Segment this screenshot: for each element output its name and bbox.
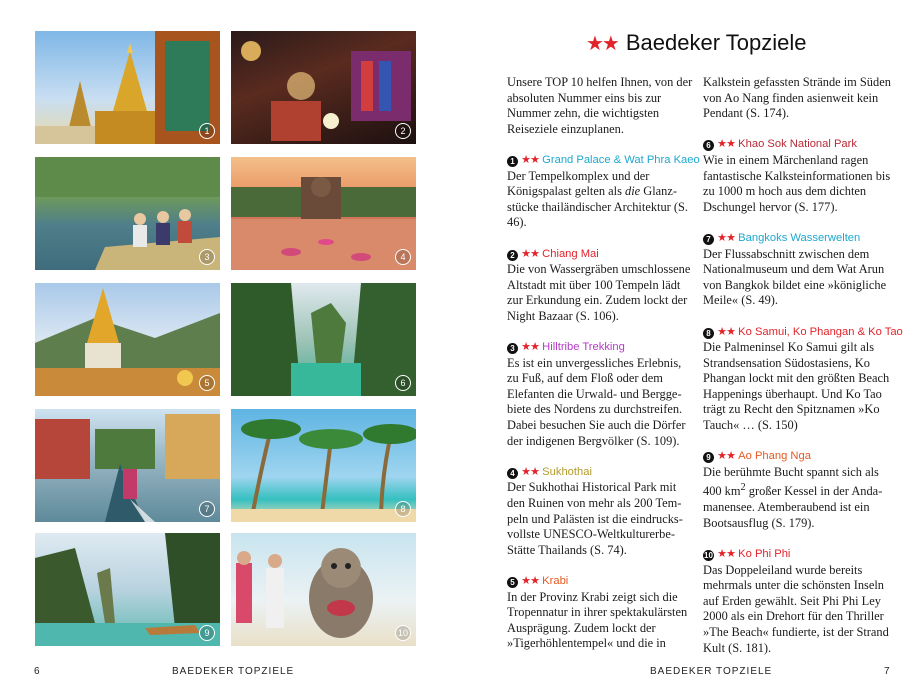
entry-text: In der Provinz Krabi zeigt sich die Tropennatur in ihrer spektakulärsten Ausprägung. Zudem lockt der »Tigerhöhlentempel« und die in xyxy=(507,589,688,651)
entry-heading xyxy=(507,340,695,356)
photo-grand-palace xyxy=(35,31,220,144)
photo-bamboo-raft xyxy=(35,157,220,270)
running-head: BAEDEKER TOPZIELE xyxy=(650,666,773,677)
entry-2 xyxy=(507,247,695,325)
entry-stars: ★★ xyxy=(717,138,736,151)
krabi-continuation: Kalkstein gefassten Strände im Süden von Ao Nang finden asienweit kein Pendant (S. 174). xyxy=(703,75,891,121)
entry-10 xyxy=(703,547,891,656)
entry-stars: ★★ xyxy=(521,341,540,354)
entry-number: 8 xyxy=(703,328,714,339)
entry-text: Das Doppeleiland wurde bereits mehrmals unter die schönsten Inseln auf Erden gewählt. Seit Phi Phi Ley 2000 als ein Drehort für den Thriller »The Beach« fundierte, ist der Strand Kult (S. 181). xyxy=(703,562,889,655)
entry-text-part: Die berühmte Bucht spannt sich als 400 km xyxy=(703,464,879,499)
entry-number: 7 xyxy=(703,234,714,245)
photo-night-bazaar xyxy=(231,31,416,144)
photo-palm-beach xyxy=(231,409,416,522)
entry-heading xyxy=(703,325,903,341)
entry-title: Chiang Mai xyxy=(542,247,599,260)
photo-number-badge: 6 xyxy=(395,375,411,391)
entry-stars: ★★ xyxy=(521,247,540,260)
entry-8 xyxy=(703,325,903,434)
page-number: 6 xyxy=(34,666,40,677)
photo-number-badge: 7 xyxy=(199,501,215,517)
entry-9 xyxy=(703,449,891,531)
entry-text-superscript: 2 xyxy=(740,482,746,494)
photo-number-badge: 8 xyxy=(395,501,411,517)
entry-stars: ★★ xyxy=(717,450,736,463)
entry-number: 10 xyxy=(704,550,713,560)
entry-text: Die von Wassergräben umschlossene Altstadt mit über 100 Tempeln lädt zur Erkundung ein. Zudem lockt der Night Bazaar (S. 106). xyxy=(507,262,691,323)
entry-number: 1 xyxy=(507,156,518,167)
entry-text-part: Glanzstücke thailändischer Architektur (S. 46). xyxy=(507,184,688,230)
title-text: Baedeker Topziele xyxy=(625,30,807,55)
entry-title: Ao Phang Nga xyxy=(738,450,811,463)
page-title xyxy=(586,30,806,56)
text-column-left xyxy=(507,75,700,668)
entry-heading xyxy=(507,153,700,169)
entry-title: Ko Samui, Ko Phangan & Ko Tao xyxy=(738,325,903,338)
photo-number-badge: 10 xyxy=(395,625,411,641)
title-stars: ★★ xyxy=(586,33,618,55)
entry-title: Sukhothai xyxy=(542,465,592,478)
photo-ko-phi-phi xyxy=(231,533,416,646)
entry-text xyxy=(703,465,891,532)
entry-heading xyxy=(703,231,891,247)
entry-number: 2 xyxy=(507,250,518,261)
entry-heading xyxy=(703,137,891,153)
entry-text: Der Flussabschnitt zwischen dem Nationalmuseum und dem Wat Arun von Bangkok bildet eine »königliche Meile« (S. 49). xyxy=(703,246,887,308)
photo-number-badge: 4 xyxy=(395,249,411,265)
entry-6 xyxy=(703,137,891,215)
entry-stars: ★★ xyxy=(521,153,540,166)
entry-3 xyxy=(507,340,695,449)
photo-number-badge: 3 xyxy=(199,249,215,265)
entry-title: Hilltribe Trekking xyxy=(542,341,625,354)
text-column-right xyxy=(703,75,903,672)
photo-number-badge: 9 xyxy=(199,625,215,641)
entry-4 xyxy=(507,465,695,559)
entry-1 xyxy=(507,153,700,231)
entry-stars: ★★ xyxy=(521,575,540,587)
entry-number: 9 xyxy=(703,452,714,463)
entry-title: Bangkoks Wasserwelten xyxy=(738,231,861,244)
intro-paragraph: Unsere TOP 10 helfen Ihnen, von der absoluten Nummer eins bis zur Nummer zehn, die wichtigsten Reiseziele einzuplanen. xyxy=(507,75,693,136)
entry-title: Ko Phi Phi xyxy=(738,547,791,560)
entry-5 xyxy=(507,574,695,652)
running-head: BAEDEKER TOPZIELE xyxy=(172,666,295,677)
photo-number-badge: 1 xyxy=(199,123,215,139)
page-number: 7 xyxy=(884,666,890,677)
entry-heading xyxy=(507,247,695,263)
photo-phang-nga-bay xyxy=(35,533,220,646)
entry-number: 5 xyxy=(507,577,518,588)
entry-title: Krabi xyxy=(542,575,569,587)
entry-heading xyxy=(703,547,891,563)
entry-number: 6 xyxy=(703,140,714,151)
entry-text-part: großer Kessel in der Andamanensee. Atemberaubend ist ein Bootsausflug (S. 179). xyxy=(703,484,883,530)
entry-title: Khao Sok National Park xyxy=(738,138,857,151)
entry-text-emphasis: die xyxy=(625,184,641,199)
entry-stars: ★★ xyxy=(717,231,736,244)
entry-number: 4 xyxy=(507,468,518,479)
photo-number-badge: 2 xyxy=(395,123,411,139)
entry-text-part: Der Tempelkomplex und der Königspalast gelten als xyxy=(507,168,650,199)
photo-khao-sok xyxy=(231,283,416,396)
entry-stars: ★★ xyxy=(717,547,736,560)
entry-stars: ★★ xyxy=(521,465,540,478)
entry-heading xyxy=(703,449,891,465)
photo-sukhothai xyxy=(231,157,416,270)
entry-text: Der Sukhothai Historical Park mit den Ruinen von mehr als 200 Tempeln und Palästen ist die eindrucksvollste UNESCO-Weltkulturerbe-Stätte Thailands (S. 74). xyxy=(507,480,683,557)
entry-title: Grand Palace & Wat Phra Kaeo xyxy=(542,153,700,166)
entry-text: Es ist ein unvergessliches Erlebnis, zu Fuß, auf dem Floß oder dem Elefanten die Urwald- und Berggebiete des Nordens zu durchstreifen. Dabei besuchen Sie auch die Dörfer der indigenen Bergvölker (S. 109). xyxy=(507,355,686,448)
entry-heading xyxy=(507,574,695,590)
entry-number: 3 xyxy=(507,343,518,354)
photo-bangkok-canal xyxy=(35,409,220,522)
entry-text: Die Palmeninsel Ko Samui gilt als Strandsensation Südostasiens, Ko Phangan lockt mit den größten Beach Happenings überhaupt. Und Ko Tao trägt zu Recht den Spitznamen »Ko Tauch« … (S. 150) xyxy=(703,340,890,433)
right-page xyxy=(462,0,923,700)
photo-hilltop-temple xyxy=(35,283,220,396)
entry-text: Wie in einem Märchenland ragen fantastische Kalksteinformationen bis zu 1000 m hoch aus dem dichten Dschungel hervor (S. 177). xyxy=(703,152,891,214)
entry-text xyxy=(507,169,695,231)
left-page xyxy=(0,0,461,700)
entry-stars: ★★ xyxy=(717,325,736,338)
entry-heading xyxy=(507,465,695,481)
photo-number-badge: 5 xyxy=(199,375,215,391)
entry-7 xyxy=(703,231,891,309)
